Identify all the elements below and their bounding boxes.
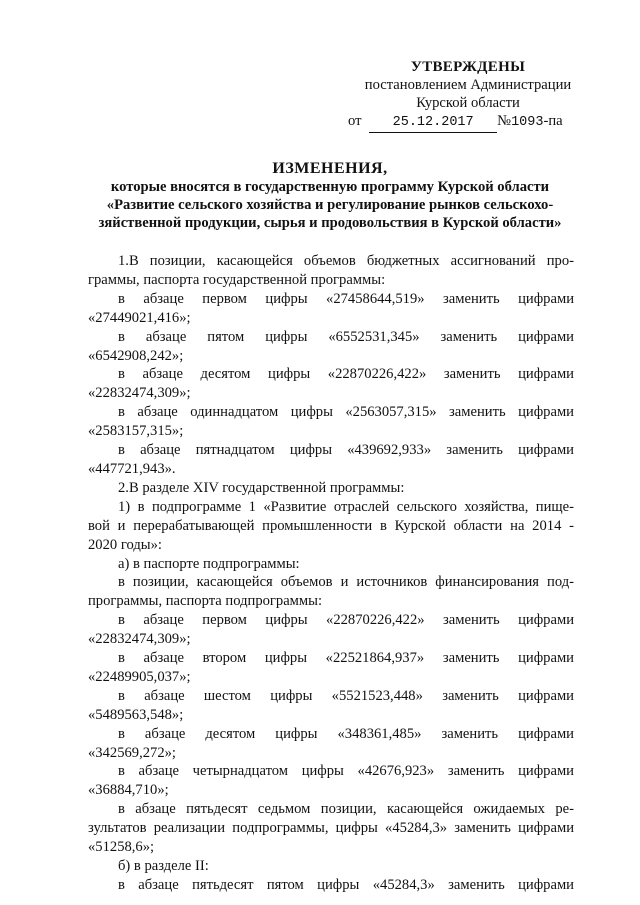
- body-line: «342569,272»;: [88, 744, 176, 761]
- approval-date: [369, 112, 497, 133]
- body-line: «447721,943».: [88, 460, 176, 477]
- body-line: 1.В позиции, касающейся объемов бюджетных ассигнований про-: [118, 253, 574, 269]
- body-line: в абзаце одиннадцатом цифры «2563057,315» заменить цифрами: [118, 404, 574, 421]
- body-line: «22832474,309»;: [88, 385, 191, 402]
- body-line: «22489905,037»;: [88, 668, 191, 685]
- number-suffix: -па: [543, 113, 563, 129]
- number-sign: №: [497, 113, 512, 129]
- body-line: зультатов реализации подпрограммы, цифры «45284,3» заменить цифрами: [88, 820, 574, 837]
- body-line: вой и перерабатывающей промышленности в Курской области на 2014 -: [88, 517, 574, 534]
- body-line: граммы, паспорта государственной программы:: [88, 271, 386, 288]
- body-line: 2.В разделе XIV государственной программы:: [118, 479, 405, 496]
- body-line: 1) в подпрограмме 1 «Развитие отраслей сельского хозяйства, пище-: [118, 498, 574, 515]
- body-line: в абзаце втором цифры «22521864,937» заменить цифрами: [118, 650, 574, 667]
- from-label: от: [348, 113, 362, 129]
- body-line: а) в паспорте подпрограммы:: [118, 555, 300, 572]
- title-subtitle: [70, 178, 590, 232]
- body-line: «2583157,315»;: [88, 423, 184, 440]
- body-line: в абзаце десятом цифры «348361,485» заменить цифрами: [118, 725, 574, 742]
- approval-number: 1093: [511, 115, 544, 130]
- body-line: б) в разделе II:: [118, 858, 209, 874]
- title-line: зяйственной продукции, сырья и продовольствия в Курской области»: [98, 215, 562, 231]
- body-line: в абзаце пятом цифры «6552531,345» заменить цифрами: [118, 328, 574, 345]
- body-line: «6542908,242»;: [88, 347, 184, 364]
- body-line: программы, паспорта подпрограммы:: [88, 593, 322, 610]
- body-line: «22832474,309»;: [88, 631, 191, 648]
- body-line: в абзаце пятьдесят седьмом позиции, касающейся ожидаемых ре-: [118, 801, 574, 818]
- body-line: «27449021,416»;: [88, 309, 191, 326]
- title-line: которые вносятся в государственную программу Курской области: [110, 179, 550, 195]
- title-line: «Развитие сельского хозяйства и регулирование рынков сельскохо-: [106, 197, 554, 213]
- approval-date-line: [348, 112, 588, 133]
- body-line: в абзаце первом цифры «22870226,422» заменить цифрами: [118, 612, 574, 629]
- body-line: «51258,6»;: [88, 839, 155, 856]
- body-line: в позиции, касающейся объемов и источников финансирования под-: [118, 574, 574, 591]
- body-line: в абзаце пятьдесят пятом цифры «45284,3» заменить цифрами: [118, 876, 574, 893]
- body-line: «5489563,548»;: [88, 706, 184, 723]
- document-body: [88, 252, 574, 895]
- approval-line-1: постановлением Администрации: [364, 77, 572, 93]
- document-title: [70, 160, 590, 232]
- approval-date-value: 25.12.2017: [392, 115, 474, 130]
- body-line: в абзаце первом цифры «27458644,519» заменить цифрами: [118, 290, 574, 307]
- approval-stamp: [348, 58, 588, 133]
- body-line: в абзаце десятом цифры «22870226,422» заменить цифрами: [118, 366, 574, 383]
- body-line: в абзаце четырнадцатом цифры «42676,923» заменить цифрами: [118, 763, 574, 780]
- approval-line-2: Курской области: [416, 95, 520, 111]
- body-line: в абзаце пятнадцатом цифры «439692,933» заменить цифрами: [118, 442, 574, 459]
- title-main: ИЗМЕНЕНИЯ,: [272, 160, 388, 177]
- body-line: в абзаце шестом цифры «5521523,448» заменить цифрами: [118, 687, 574, 704]
- body-line: «36884,710»;: [88, 782, 169, 799]
- body-line: 2020 годы»:: [88, 536, 162, 553]
- approved-heading: УТВЕРЖДЕНЫ: [410, 59, 526, 75]
